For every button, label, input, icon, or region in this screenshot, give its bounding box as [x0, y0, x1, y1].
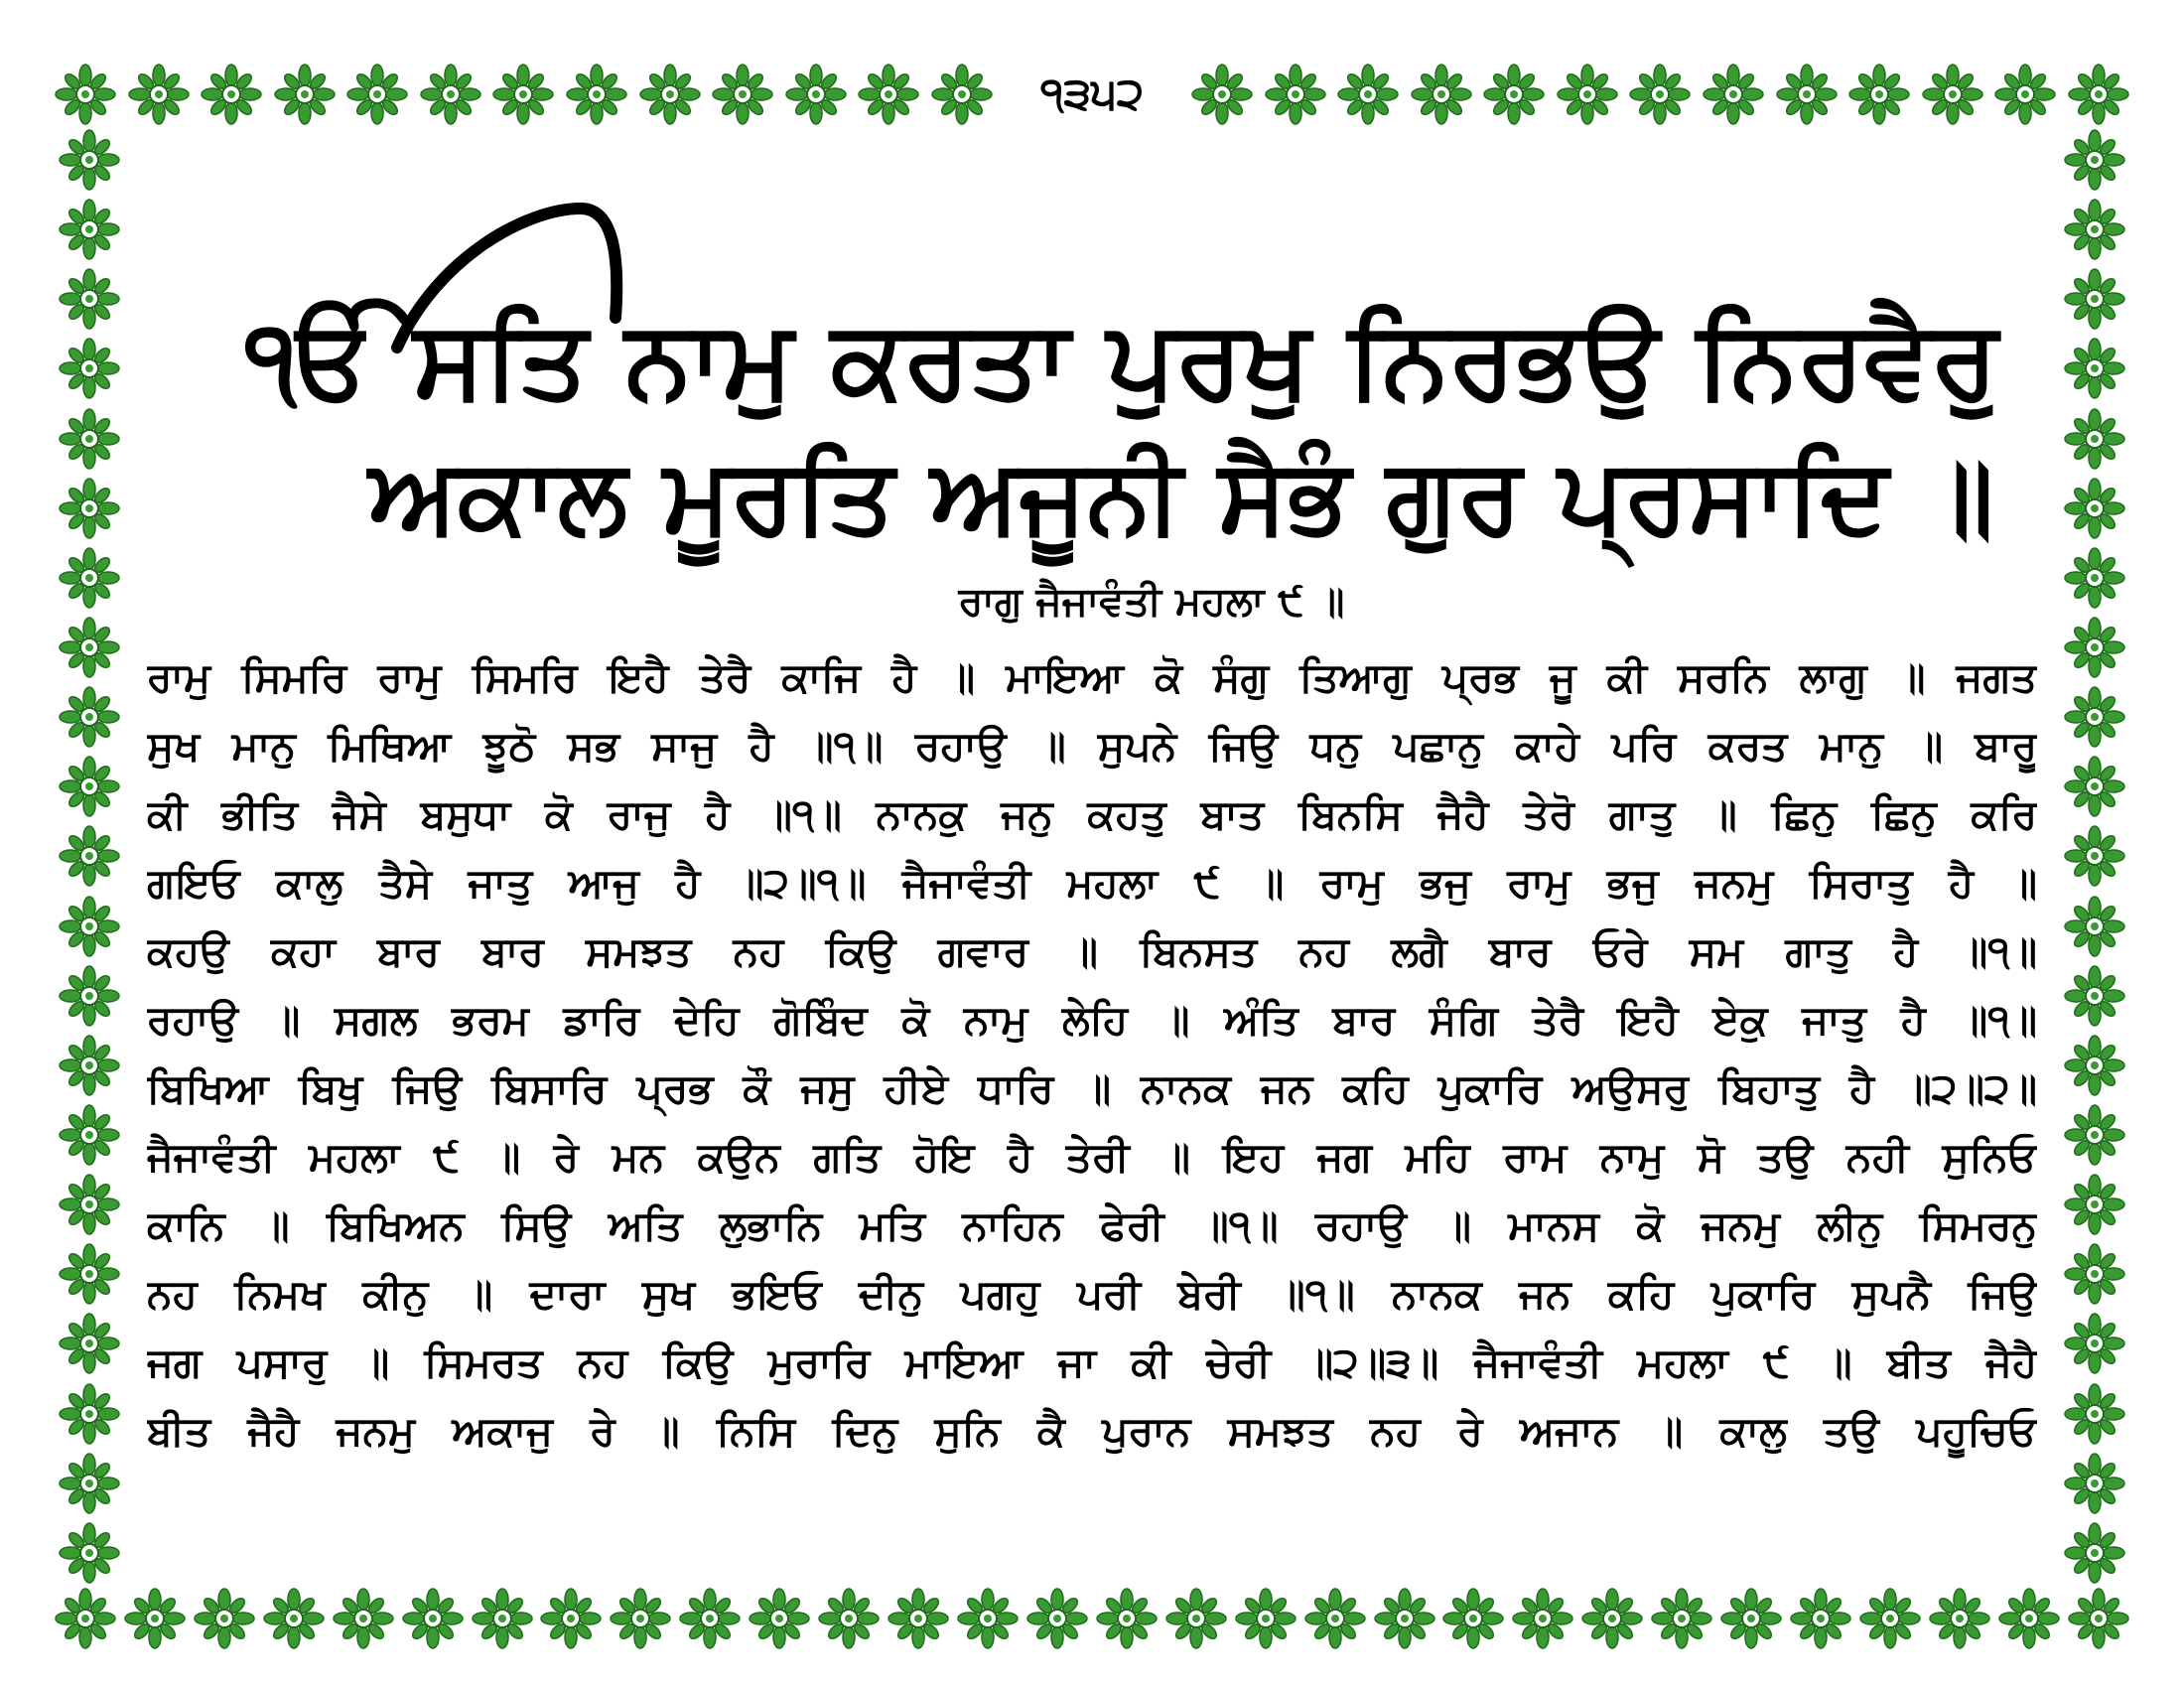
border-top-right	[1191, 60, 2129, 129]
verse-line: ਬੀਤ ਜੈਹੈ ਜਨਮੁ ਅਕਾਜੁ ਰੇ ॥ ਨਿਸਿ ਦਿਨੁ ਸੁਨਿ ਕੈ ਪੁਰਾਨ ਸਮਝਤ ਨਹ ਰੇ ਅਜਾਨ ॥ ਕਾਲੁ ਤਉ ਪਹੂਚਿਓ	[147, 1407, 2037, 1455]
flower-icon	[749, 1588, 810, 1649]
border-top-left	[55, 60, 993, 129]
flower-icon	[124, 1588, 186, 1649]
flower-icon	[59, 686, 120, 748]
flower-icon	[2064, 1243, 2125, 1305]
flower-icon	[2064, 965, 2125, 1027]
flower-icon	[1337, 64, 1399, 125]
flower-icon	[1265, 64, 1326, 125]
verse-line: ਸੁਖ ਮਾਨੁ ਮਿਥਿਆ ਝੂਠੋ ਸਭ ਸਾਜੁ ਹੈ ॥੧॥ ਰਹਾਉ ॥ ਸੁਪਨੇ ਜਿਉ ਧਨੁ ਪਛਾਨੁ ਕਾਹੇ ਪਰਿ ਕਰਤ ਮਾਨੁ ॥ ਬਾਰੂ	[147, 722, 2037, 770]
flower-icon	[1235, 1588, 1297, 1649]
flower-icon	[566, 64, 627, 125]
flower-icon	[1304, 1588, 1366, 1649]
flower-icon	[1998, 1588, 2060, 1649]
flower-icon	[472, 1588, 533, 1649]
flower-icon	[1096, 1588, 1158, 1649]
border-top	[55, 60, 2129, 129]
flower-icon	[1720, 1588, 1782, 1649]
flower-icon	[2068, 1588, 2129, 1649]
flower-icon	[1848, 64, 1910, 125]
flower-icon	[263, 1588, 325, 1649]
verse-line: ਜਗ ਪਸਾਰੁ ॥ ਸਿਮਰਤ ਨਹ ਕਿਉ ਮੁਰਾਰਿ ਮਾਇਆ ਜਾ ਕੀ ਚੇਰੀ ॥੨॥੩॥ ਜੈਜਾਵੰਤੀ ਮਹਲਾ ੯ ॥ ਬੀਤ ਜੈਹੈ	[147, 1338, 2037, 1386]
flower-icon	[2064, 199, 2125, 260]
verse-line: ਰਾਮੁ ਸਿਮਰਿ ਰਾਮੁ ਸਿਮਰਿ ਇਹੈ ਤੇਰੈ ਕਾਜਿ ਹੈ ॥ ਮਾਇਆ ਕੋ ਸੰਗੁ ਤਿਆਗੁ ਪ੍ਰਭ ਜੂ ਕੀ ਸਰਨਿ ਲਾਗੁ ॥ ਜਗਤ	[147, 653, 2037, 701]
flower-icon	[55, 64, 116, 125]
flower-icon	[2064, 825, 2125, 887]
mool-mantar-line-2: ਅਕਾਲ ਮੂਰਤਿ ਅਜੂਨੀ ਸੈਭੰ ਗੁਰ ਪ੍ਰਸਾਦਿ ॥	[368, 435, 1994, 556]
flower-icon	[1929, 1588, 1990, 1649]
border-bottom	[55, 1584, 2129, 1653]
flower-icon	[2064, 896, 2125, 957]
flower-icon	[1790, 1588, 1851, 1649]
flower-icon	[59, 896, 120, 957]
flower-icon	[2064, 617, 2125, 678]
flower-icon	[1557, 64, 1618, 125]
flower-icon	[59, 1243, 120, 1305]
verse-line: ਬਿਖਿਆ ਬਿਖੁ ਜਿਉ ਬਿਸਾਰਿ ਪ੍ਰਭ ਕੌ ਜਸੁ ਹੀਏ ਧਾਰਿ ॥ ਨਾਨਕ ਜਨ ਕਹਿ ਪੁਕਾਰਿ ਅਉਸਰੁ ਬਿਹਾਤੁ ਹੈ ॥੨॥੨॥	[147, 1064, 2037, 1112]
flower-icon	[194, 1588, 255, 1649]
verse-line: ਰਹਾਉ ॥ ਸਗਲ ਭਰਮ ਡਾਰਿ ਦੇਹਿ ਗੋਬਿੰਦ ਕੋ ਨਾਮੁ ਲੇਹਿ ॥ ਅੰਤਿ ਬਾਰ ਸੰਗਿ ਤੇਰੈ ਇਹੈ ਏਕੁ ਜਾਤੁ ਹੈ ॥੧॥	[147, 996, 2037, 1044]
flower-icon	[1703, 64, 1764, 125]
flower-icon	[59, 1035, 120, 1096]
flower-icon	[1776, 64, 1838, 125]
flower-icon	[1512, 1588, 1573, 1649]
flower-icon	[59, 617, 120, 678]
flower-icon	[492, 64, 554, 125]
flower-icon	[785, 64, 847, 125]
flower-icon	[2064, 1522, 2125, 1584]
flower-icon	[1026, 1588, 1088, 1649]
flower-icon	[931, 64, 993, 125]
flower-icon	[639, 64, 701, 125]
flower-icon	[333, 1588, 394, 1649]
flower-icon	[2064, 756, 2125, 817]
flower-icon	[887, 1588, 949, 1649]
flower-icon	[712, 64, 773, 125]
flower-icon	[1483, 64, 1545, 125]
flower-icon	[1581, 1588, 1643, 1649]
flower-icon	[1374, 1588, 1435, 1649]
page-number: ੧੩੫੨	[1039, 69, 1145, 119]
flower-icon	[1994, 64, 2056, 125]
flower-icon	[59, 1453, 120, 1514]
flower-icon	[420, 64, 481, 125]
flower-icon	[274, 64, 336, 125]
flower-icon	[402, 1588, 464, 1649]
flower-icon	[2064, 1313, 2125, 1374]
flower-icon	[1651, 1588, 1712, 1649]
flower-icon	[59, 825, 120, 887]
flower-icon	[2064, 129, 2125, 191]
flower-icon	[55, 1588, 116, 1649]
flower-icon	[679, 1588, 741, 1649]
verse-line: ਕੀ ਭੀਤਿ ਜੈਸੇ ਬਸੁਧਾ ਕੋ ਰਾਜੁ ਹੈ ॥੧॥ ਨਾਨਕੁ ਜਨੁ ਕਹਤੁ ਬਾਤ ਬਿਨਸਿ ਜੈਹੈ ਤੇਰੋ ਗਾਤੁ ॥ ਛਿਨੁ ਛਿਨੁ ਕਰਿ	[147, 790, 2037, 838]
verse-line: ਕਾਨਿ ॥ ਬਿਖਿਅਨ ਸਿਉ ਅਤਿ ਲੁਭਾਨਿ ਮਤਿ ਨਾਹਿਨ ਫੇਰੀ ॥੧॥ ਰਹਾਉ ॥ ਮਾਨਸ ਕੋ ਜਨਮੁ ਲੀਨੁ ਸਿਮਰਨੁ	[147, 1201, 2037, 1249]
flower-icon	[59, 1313, 120, 1374]
flower-icon	[1411, 64, 1472, 125]
flower-icon	[346, 64, 408, 125]
flower-icon	[59, 1522, 120, 1584]
flower-icon	[59, 1104, 120, 1166]
flower-icon	[1629, 64, 1691, 125]
flower-icon	[2064, 1453, 2125, 1514]
flower-icon	[540, 1588, 602, 1649]
flower-icon	[1165, 1588, 1227, 1649]
flower-icon	[2064, 1174, 2125, 1235]
verse-line: ਨਹ ਨਿਮਖ ਕੀਨੁ ॥ ਦਾਰਾ ਸੁਖ ਭਇਓ ਦੀਨੁ ਪਗਹੁ ਪਰੀ ਬੇਰੀ ॥੧॥ ਨਾਨਕ ਜਨ ਕਹਿ ਪੁਕਾਰਿ ਸੁਪਨੈ ਜਿਉ	[147, 1270, 2037, 1318]
mool-mantar-line-1: ੴ ਸਤਿ ਨਾਮੁ ਕਰਤਾ ਪੁਰਖੁ ਨਿਰਭਉ ਨਿਰਵੈਰੁ	[245, 298, 1998, 422]
flower-icon	[957, 1588, 1019, 1649]
flower-icon	[1442, 1588, 1504, 1649]
flower-icon	[59, 129, 120, 191]
raag-heading: ਰਾਗੁ ਜੈਜਾਵੰਤੀ ਮਹਲਾ ੯ ॥	[958, 579, 1345, 625]
flower-icon	[201, 64, 262, 125]
flower-icon	[59, 199, 120, 260]
flower-icon	[2064, 1383, 2125, 1445]
flower-icon	[2064, 1035, 2125, 1096]
flower-icon	[128, 64, 190, 125]
flower-icon	[2064, 686, 2125, 748]
flower-icon	[818, 1588, 880, 1649]
verse-block	[147, 643, 2037, 1466]
flower-icon	[59, 965, 120, 1027]
flower-icon	[59, 1174, 120, 1235]
flower-icon	[59, 1383, 120, 1445]
flower-icon	[2064, 1104, 2125, 1166]
flower-icon	[2068, 64, 2129, 125]
flower-icon	[858, 64, 919, 125]
flower-icon	[1922, 64, 1983, 125]
flower-icon	[1859, 1588, 1921, 1649]
verse-line: ਗਇਓ ਕਾਲੁ ਤੈਸੇ ਜਾਤੁ ਆਜੁ ਹੈ ॥੨॥੧॥ ਜੈਜਾਵੰਤੀ ਮਹਲਾ ੯ ॥ ਰਾਮੁ ਭਜੁ ਰਾਮੁ ਭਜੁ ਜਨਮੁ ਸਿਰਾਤੁ ਹੈ ॥	[147, 859, 2037, 907]
verse-line: ਕਹਉ ਕਹਾ ਬਾਰ ਬਾਰ ਸਮਝਤ ਨਹ ਕਿਉ ਗਵਾਰ ॥ ਬਿਨਸਤ ਨਹ ਲਗੈ ਬਾਰ ਓਰੇ ਸਮ ਗਾਤੁ ਹੈ ॥੧॥	[147, 927, 2037, 975]
flower-icon	[1191, 64, 1253, 125]
verse-line: ਜੈਜਾਵੰਤੀ ਮਹਲਾ ੯ ॥ ਰੇ ਮਨ ਕਉਨ ਗਤਿ ਹੋਇ ਹੈ ਤੇਰੀ ॥ ਇਹ ਜਗ ਮਹਿ ਰਾਮ ਨਾਮੁ ਸੋ ਤਉ ਨਹੀ ਸੁਨਿਓ	[147, 1133, 2037, 1181]
flower-icon	[59, 756, 120, 817]
flower-icon	[610, 1588, 671, 1649]
